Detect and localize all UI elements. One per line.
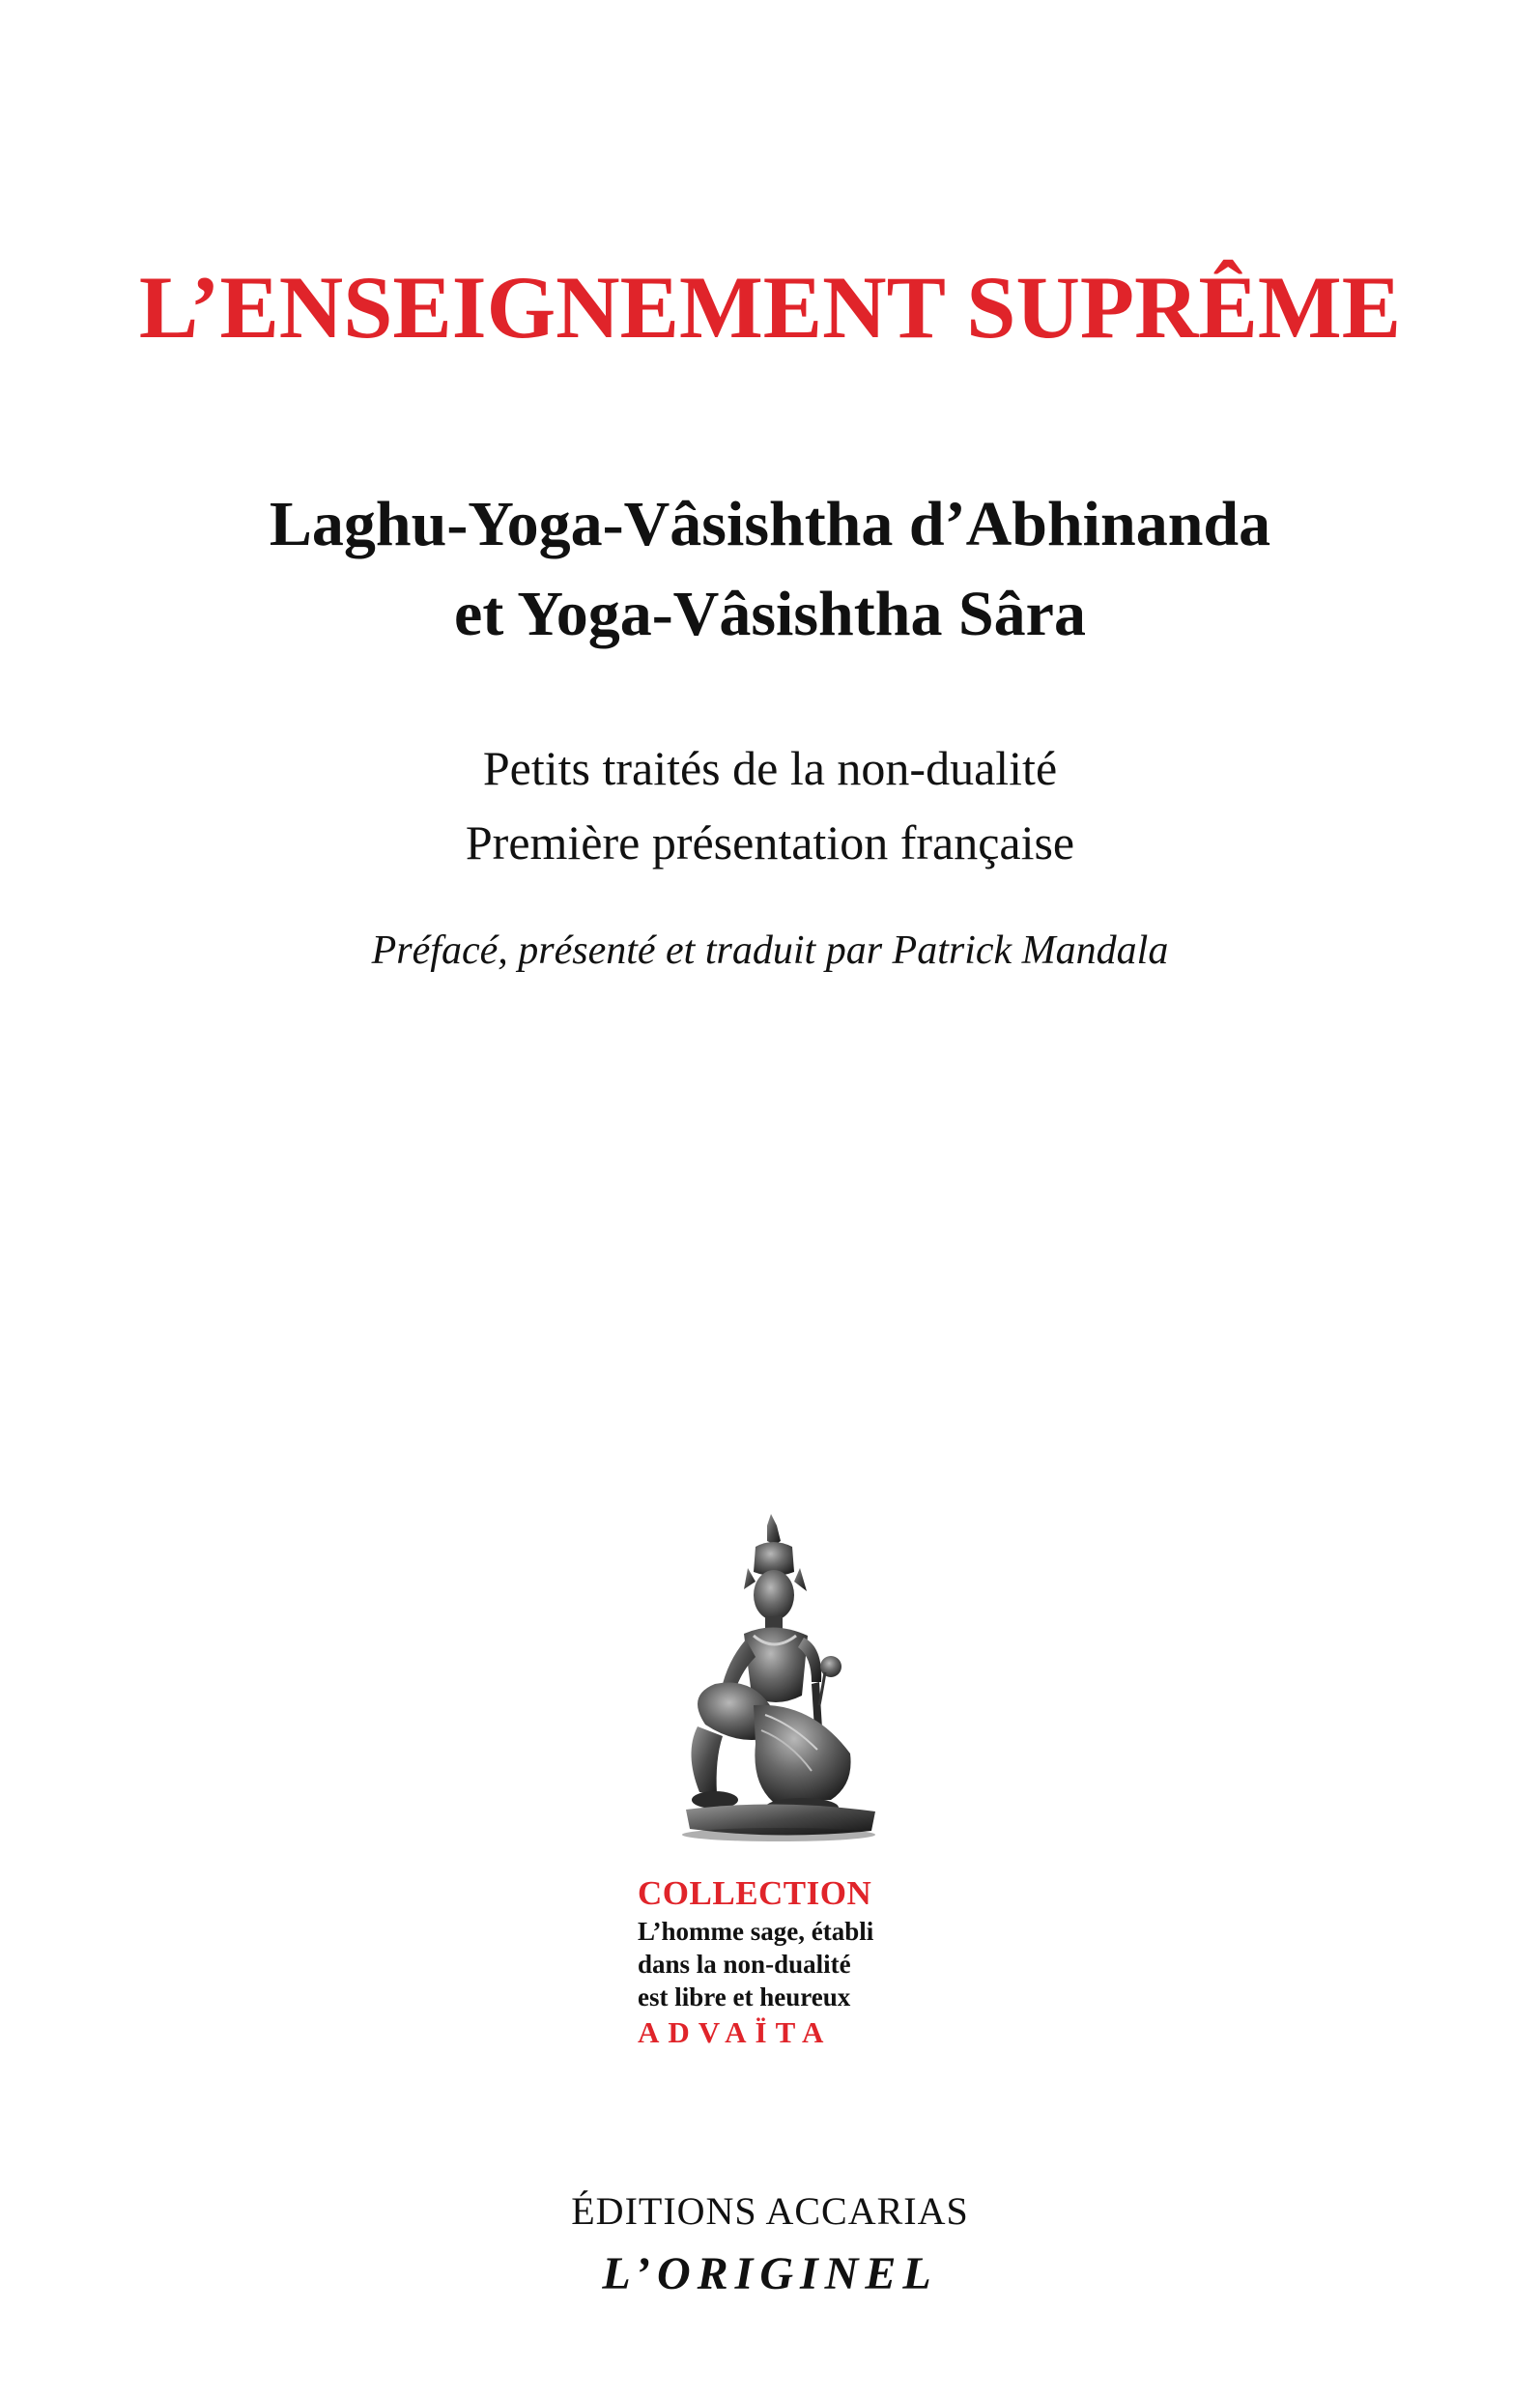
deity-statue-illustration xyxy=(647,1512,908,1845)
subtitle-line-1: Laghu-Yoga-Vâsishtha d’Abhinanda xyxy=(269,489,1271,559)
book-title: L’ENSEIGNEMENT SUPRÊME xyxy=(138,258,1402,357)
translator-credit: Préfacé, présenté et traduit par Patrick Mandala xyxy=(371,928,1169,973)
collection-motto-line-3: est libre et heureux xyxy=(638,1982,851,2011)
publisher-imprint: L’ORIGINEL xyxy=(602,2248,938,2299)
collection-block xyxy=(638,1872,918,2052)
collection-heading: COLLECTION xyxy=(638,1874,872,1912)
collection-motto-line-2: dans la non-dualité xyxy=(638,1950,851,1979)
collection-name: ADVAÏTA xyxy=(638,2015,833,2049)
subtitle-line-2: et Yoga-Vâsishtha Sâra xyxy=(454,579,1086,649)
publisher-name: ÉDITIONS ACCARIAS xyxy=(571,2189,969,2233)
collection-motto-line-1: L’homme sage, établi xyxy=(638,1917,874,1946)
description-line-2: Première présentation française xyxy=(465,815,1075,870)
description-line-1: Petits traités de la non-dualité xyxy=(482,741,1058,795)
